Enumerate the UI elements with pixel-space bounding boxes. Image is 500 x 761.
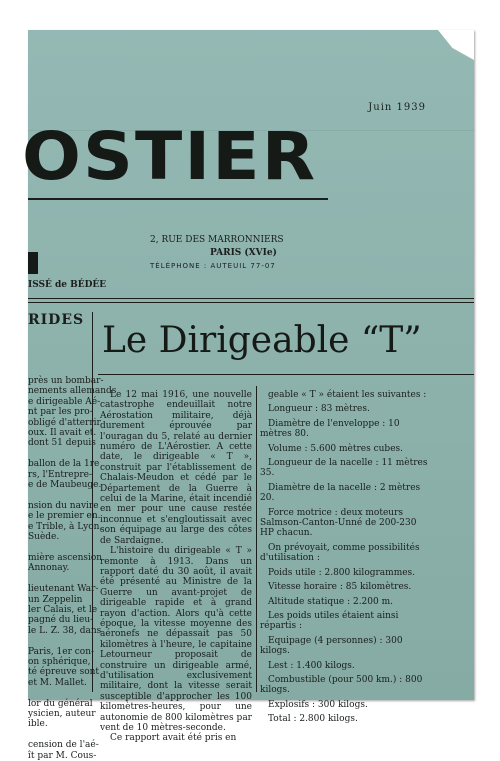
paragraph: Paris, 1er con- [28,646,95,657]
paragraph: Volume : 5.600 mètres cubes. [268,443,403,454]
paragraph: e Trible, à Lyon, [28,521,103,532]
paragraph: té épreuve sont [28,667,100,678]
paragraph: un Zeppelin [28,594,83,605]
address-block [150,234,284,273]
paragraph: le L. Z. 38, dans [28,625,102,636]
paragraph [28,449,88,459]
paragraph: lieutenant War- [28,584,99,595]
paragraph: pagné du lieu- [28,615,94,626]
paragraph: nsion du navire [28,500,99,511]
paragraph: Annonay. [28,563,70,574]
paragraph: dont 51 depuis [28,438,96,449]
paragraph [28,490,88,500]
paragraph: Lest : 1.400 kilogs. [268,660,355,671]
paragraph: Altitude statique : 2.200 m. [268,596,393,607]
paragraph: ible. [28,719,48,730]
paragraph [28,543,88,553]
column-divider-middle [256,386,257,692]
paragraph: et M. Mallet. [28,677,87,688]
masthead-title: OSTIER [22,118,318,195]
paragraph: Le 12 mai 1916, une nouvelle catastrophe endeuillait notre Aérostation militaire, déjà durement éprouvée par l'ouragan du 5, relaté au dernier numéro de L'Aérostier. A cette date, le dirigeable « T », construit par l'établissement de Chalais-Meudon et cédé par le Département de la Guerre à celui de la Marine, était incendié en mer pour une cause restée inconnue et s'engloutissait avec son équipage au large des côtes de Sardaigne. [100,390,252,546]
paragraph: Force motrice : deux moteurs Salmson-Canton-Unné de 200-230 HP chacun. [260,507,417,539]
paragraph: ler Calais, et le [28,604,98,615]
paragraph: oux. Il avait et. [28,428,97,439]
paragraph: Longueur : 83 mètres. [268,404,370,415]
paragraph: lor du général [28,698,93,709]
masthead-fragment [28,252,38,274]
address-street: 2, RUE DES MARRONNIERS [150,235,284,245]
paragraph: Poids utile : 2.800 kilogrammes. [268,567,416,578]
paragraph: e de Maubeuge. [28,480,102,491]
paragraph: Longueur de la nacelle : 11 mètres 35. [260,458,428,479]
paragraph: cension de l'aé- [28,740,99,751]
paragraph [28,730,88,740]
header-rule [28,298,474,299]
paragraph: ballon de la 1re [28,459,100,470]
article-title: Le Dirigeable “T” [102,320,422,361]
paragraph: on sphérique, [28,656,91,667]
header-rule-thin [28,302,474,303]
issue-date: Juin 1939 [368,102,426,113]
address-city: PARIS (XVIe) [210,248,277,258]
paragraph: rs, l'Entrepre- [28,469,93,480]
paragraph: Les poids utiles étaient ainsi répartis : [260,610,399,632]
paragraph: Explosifs : 300 kilogs. [268,699,368,710]
paragraph: Equipage (4 personnes) : 300 kilogs. [260,635,403,657]
paragraph: obligé d'atterrir [28,417,101,428]
paragraph: mière ascension [28,552,103,563]
paragraph [28,636,88,646]
article-column-2 [260,390,432,725]
paragraph: On prévoyait, comme possibilités d'utilisation : [260,542,420,564]
left-column-heading: RIDES [28,312,85,328]
paragraph: Diamètre de la nacelle : 2 mètres 20. [260,482,421,504]
title-rule [98,374,474,375]
left-column-text [28,376,117,761]
newspaper-page [22,30,474,761]
paragraph: Suède. [28,532,60,543]
article-column-1 [100,390,252,744]
masthead-rule [28,198,328,200]
paragraph: e dirigeable Aé- [28,396,101,407]
telephone: TÉLÉPHONE : AUTEUIL 77-07 [150,262,276,270]
paragraph [28,574,88,584]
paragraph: Diamètre de l'enveloppe : 10 mètres 80. [260,418,400,440]
paragraph: nements allemands [28,386,117,397]
founder-line: ISSÉ de BÉDÉE [28,280,107,290]
paragraph: nt par les pro- [28,407,93,418]
paragraph: Ce rapport avait été pris en [110,733,237,744]
paragraph: Total : 2.800 kilogs. [268,714,358,725]
paragraph: geable « T » étaient les suivantes : [268,390,427,400]
paragraph: e le premier en. [28,511,101,522]
paragraph: ît par M. Cous- [28,750,97,761]
paragraph: Combustible (pour 500 km.) : 800 kilogs. [260,674,423,696]
paragraph: L'histoire du dirigeable « T » remonte à 1913. Dans un rapport daté du 30 août, il avait été présenté au Ministre de la Guerre un avant-projet de dirigeable rapide et à grand rayon d'action. Alors qu'à cette époque, la vitesse moyenne des aéronefs ne dépassait pas 50 kilomètres à l'heure, le capitaine Letourneur proposait de construire un dirigeable armé, d'utilisation exclusivement militaire, dont la vitesse serait susceptible d'approcher les 100 kilomètres-heures, pour une autonomie de 800 kilomètres par vent de 10 mètres-seconde. [100,546,252,733]
paragraph: ysicien, auteur [28,709,96,719]
paragraph: Vitesse horaire : 85 kilomètres. [268,582,412,593]
torn-corner [438,30,474,60]
paragraph: près un bombar- [28,376,104,386]
paragraph [28,688,88,698]
